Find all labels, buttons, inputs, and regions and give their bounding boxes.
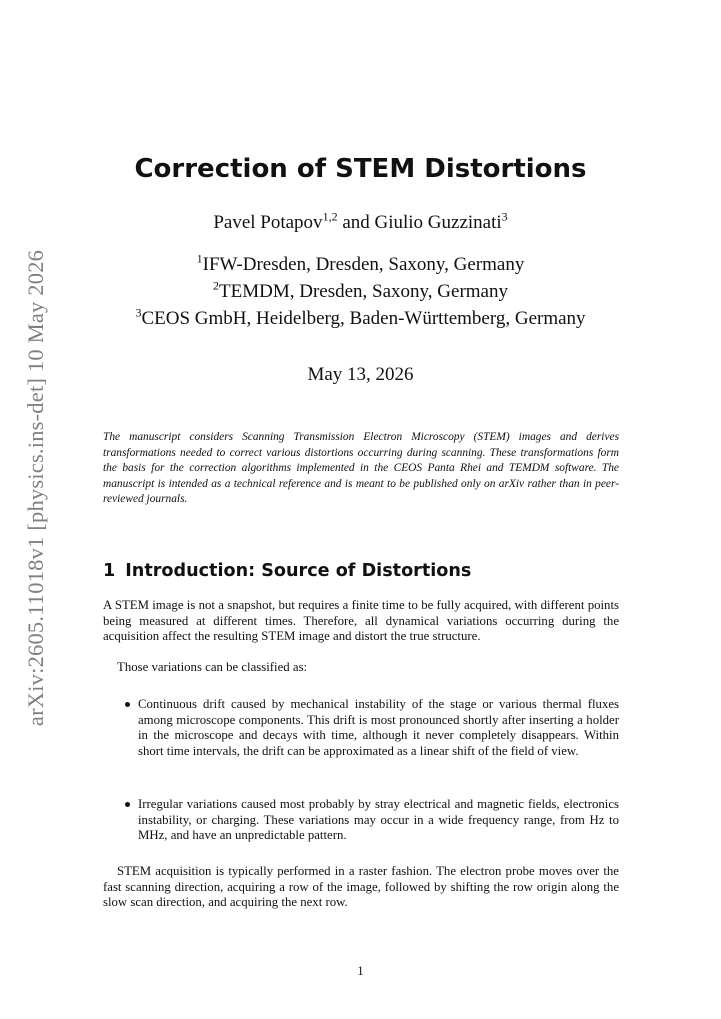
author-name: Pavel Potapov: [213, 212, 323, 233]
body-paragraph: A STEM image is not a snapshot, but requires a finite time to be fully acquired, with different points being measured at different times. Therefore, all dynamical variations occurring during the acquisition affect the resulting STEM image and distort the true structure.: [103, 598, 619, 644]
body-paragraph: STEM acquisition is typically performed in a raster fashion. The electron probe moves over the fast scanning direction, acquiring a row of the image, followed by shifting the row origin along the slow scan direction, and acquiring the next row.: [103, 864, 619, 910]
list-item-text: Irregular variations caused most probably by stray electrical and magnetic fields, electronics instability, or charging. These variations may occur in a wide frequency range, from Hz to MHz, and have an unpredictable pattern.: [138, 797, 619, 843]
affiliation-text: TEMDM, Dresden, Saxony, Germany: [219, 281, 508, 302]
section-title: Introduction: Source of Distortions: [125, 561, 472, 581]
affiliation-mark: 1: [196, 251, 203, 266]
page-number: 1: [357, 964, 364, 978]
publication-date: May 13, 2026: [307, 364, 414, 385]
affiliation-text: IFW-Dresden, Dresden, Saxony, Germany: [202, 254, 525, 275]
paper-title: Correction of STEM Distortions: [134, 154, 587, 184]
affiliation-line: [0, 305, 721, 330]
body-paragraph: Those variations can be classified as:: [117, 660, 308, 674]
section-number: 1: [103, 561, 116, 581]
affiliation-mark: 2: [213, 278, 219, 293]
affiliation-line: [0, 278, 721, 303]
list-item-text: Continuous drift caused by mechanical instability of the stage or various thermal fluxes among microscope components. This drift is most pronounced shortly after inserting a holder in the microscope and decays with time, although it never completely disappears. Within short time intervals, the drift can be approximated as a linear shift of the field of view.: [138, 697, 619, 758]
author-conjunction: and: [337, 212, 375, 233]
affiliation-mark: 3: [135, 305, 142, 320]
bullet-list: [103, 797, 619, 844]
bullet-list: [103, 697, 619, 759]
bullet-marker: [125, 802, 130, 807]
abstract: The manuscript considers Scanning Transmission Electron Microscopy (STEM) images and derives transformations needed to correct various distortions occurring during scanning. These transformations form the basis for the correction algorithms implemented in the CEOS Panta Rhei and TEMDM software. The manuscript is intended as a technical reference and is meant to be published only on arXiv rather than in peer-reviewed journals.: [103, 431, 619, 506]
author-affiliation-mark: 3: [501, 209, 508, 224]
author-line: [0, 209, 721, 234]
affiliation-line: [0, 251, 721, 276]
author-name: Giulio Guzzinati: [374, 212, 502, 233]
section-heading: [103, 561, 471, 581]
author-affiliation-mark: 1,2: [322, 209, 338, 224]
affiliation-text: CEOS GmbH, Heidelberg, Baden-Württemberg, Germany: [141, 308, 586, 329]
bullet-marker: [125, 702, 130, 707]
list-item: [103, 697, 619, 759]
arxiv-identifier-stamp: arXiv:2605.11018v1 [physics.ins-det] 10 May 2026: [23, 249, 48, 727]
list-item: [103, 797, 619, 844]
